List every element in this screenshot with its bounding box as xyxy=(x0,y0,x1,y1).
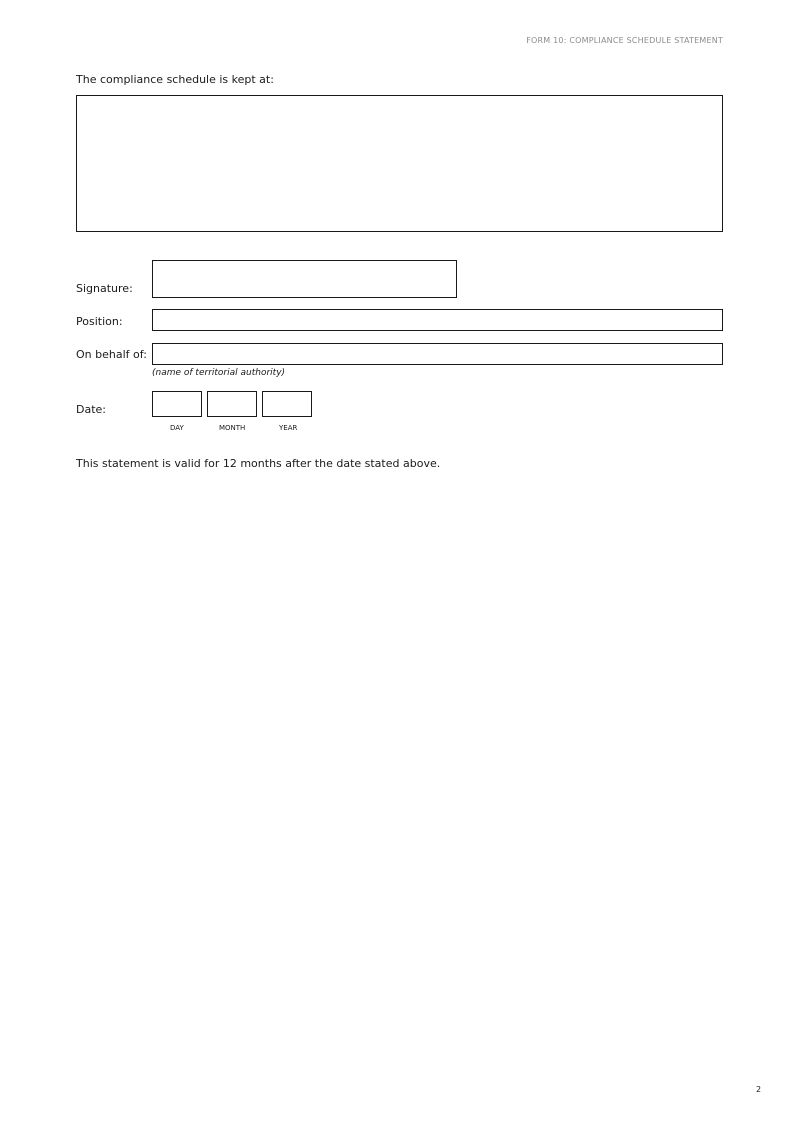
schedule-location-label: The compliance schedule is kept at: xyxy=(76,73,274,86)
on-behalf-label: On behalf of: xyxy=(76,348,147,361)
signature-label: Signature: xyxy=(76,282,133,295)
date-month-caption: MONTH xyxy=(219,424,246,432)
date-year-caption: YEAR xyxy=(279,424,298,432)
date-month-field[interactable] xyxy=(207,391,257,417)
validity-statement: This statement is valid for 12 months after the date stated above. xyxy=(76,457,441,470)
signature-field[interactable] xyxy=(152,260,457,298)
position-field[interactable] xyxy=(152,309,723,331)
date-day-caption: DAY xyxy=(170,424,184,432)
schedule-location-field[interactable] xyxy=(76,95,723,232)
date-label: Date: xyxy=(76,403,106,416)
page-number: 2 xyxy=(756,1085,762,1094)
date-day-field[interactable] xyxy=(152,391,202,417)
on-behalf-hint: (name of territorial authority) xyxy=(152,368,286,378)
form-header-title: FORM 10: COMPLIANCE SCHEDULE STATEMENT xyxy=(526,36,723,45)
date-year-field[interactable] xyxy=(262,391,312,417)
on-behalf-field[interactable] xyxy=(152,343,723,365)
position-label: Position: xyxy=(76,315,123,328)
